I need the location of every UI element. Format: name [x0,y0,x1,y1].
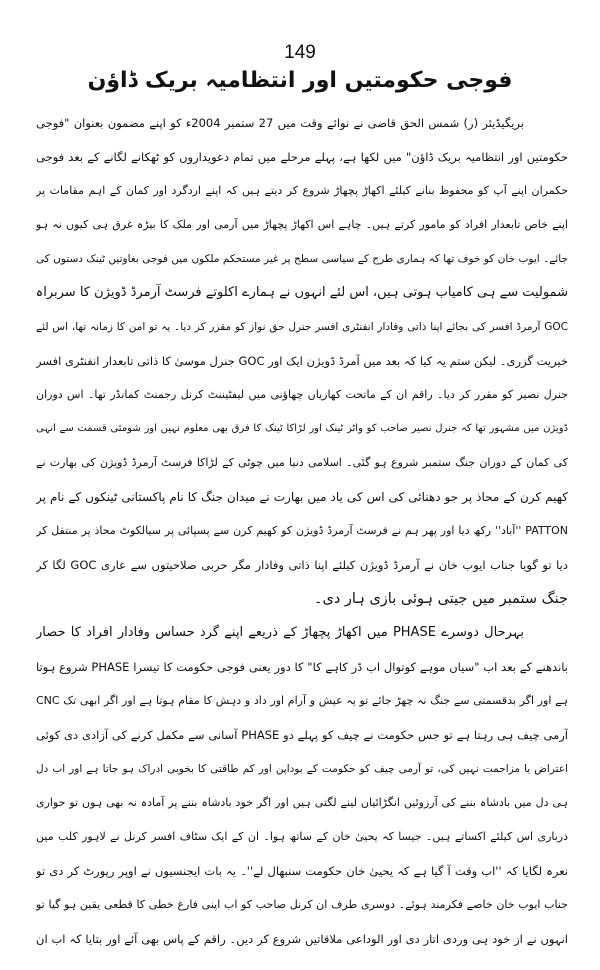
text-line: دیا تو گویا جناب ایوب خان نے آرمرڈ ڈویژن کیلئے اپنا ذاتی وفادار مگر حربی صلاحیتوں سے عاری GOC لگا کر [36,558,568,572]
text-line: جنرل نصیر کو مقرر کر دیا۔ راقم ان کے ماتحت کھاریاں چھاؤنی میں لیفٹیننٹ کرنل رجمنٹ کمانڈر تھا۔ اس دوران [36,388,568,401]
text-line: PATTON ''آباد'' رکھ دیا اور پھر ہم نے فرسٹ آرمرڈ ڈویژن کو کھیم کرن سے پسپائی پر سیالکوٹ محاذ پر منتقل کر [36,524,568,537]
text-line: جائے۔ ایوب خان کو خوف تھا کہ ہماری طرح کے سیاسی سطح پر غیر مستحکم ملکوں میں فوجی بغاوتیں ٹینک دستوں کی [36,253,568,265]
page-number: 149 [284,42,316,63]
text-line: شمولیت سے ہی کامیاب ہوتی ہیں، اس لئے انہوں نے ہمارے اکلوتے فرسٹ آرمرڈ ڈویژن کا سربراہ [36,285,568,300]
text-line: GOC آرمرڈ افسر کی بجائے اپنا ذاتی وفادار انفنٹری افسر جنرل حق نواز کو مقرر کر دیا۔ یہ تو امن کا زمانہ تھا، اس لئے [36,321,568,333]
text-line: حکومتیں اور انتظامیہ بریک ڈاؤن" میں لکھا ہے، پہلے مرحلے میں تمام دعویداروں کو ٹھکانے لگانے کے بعد فوجی [36,150,568,164]
text-line: بریگیڈیئر (ر) شمس الحق قاضی نے نوائے وقت میں 27 ستمبر 2004ء کو اپنے مضمون بعنوان "فوجی [36,116,524,130]
text-line: حکمران اپنے آپ کو محفوظ بنانے کیلئے اکھاڑ پچھاڑ شروع کر دیتے ہیں کہ اپنے اردگرد اور کمان کے اہم مقامات پر [36,184,568,197]
text-line: باندھنے کے بعد اب "سیاں موہے کوتوال اب ڈر کاہے کا" کا دور یعنی فوجی حکومت کا تیسرا PHASE شروع ہوتا [36,660,568,674]
text-line: کی کمان کے دوران جنگ ستمبر شروع ہو گئی۔ اسلامی دنیا میں چوٹی کے لڑاکا فرسٹ آرمرڈ ڈویژن کی بھارت نے [36,456,568,469]
text-line: آرمی چیف ہی رہتا ہے تو جس حکومت نے چیف کو پہلے دو PHASE آسانی سے مکمل کرنے کی آزادی دی کوئی [36,728,568,742]
text-line: کھیم کرن کے محاذ پر جو دھنائی کی اس کی یاد میں بھارت نے میدان جنگ کا نام پاکستانی ٹینکوں کے نام پر [36,490,568,504]
text-line: جنگ ستمبر میں جیتی ہوئی بازی ہار دی۔ [314,591,568,607]
text-line: ڈویژن میں مشہور تھا کہ جنرل نصیر صاحب کو واٹر ٹینک اور لڑاکا ٹینک کا فرق بھی معلوم نہیں اور شومئی قسمت سے انہی [36,423,568,434]
text-line: ہے اور اگر بدقسمتی سے جنگ نہ چھڑ جائے تو یہ عیش و آرام اور داد و دہش کا مقام ہوتا ہے اور اگر ابھی تک CNC [36,694,568,707]
text-line: انہوں نے از خود ہی وردی اتار دی اور الوداعی ملاقاتیں شروع کر دیں۔ راقم کے پاس بھی آئے اور بتایا کہ اب ان [36,932,568,946]
text-line: اپنے خاص تابعدار افراد کو مامور کرتے ہیں۔ چاہے اس اکھاڑ پچھاڑ میں آرمی اور ملک کا بیڑہ غرق ہی کیوں نہ ہو [36,218,568,231]
chapter-title: فوجی حکومتیں اور انتظامیہ بریک ڈاؤن [87,68,513,93]
text-line: خیریت گزری۔ لیکن ستم یہ کیا کہ بعد میں آمرڈ ڈویژن ایک اور GOC جنرل موسیٰ کا ذاتی تابعدار انفنٹری افسر [36,354,568,368]
text-line: جناب ایوب خان خاصے فکرمند ہوئے۔ دوسری طرف ان کرنل صاحب کو اب اپنی فارغ خطی کا قطعی یقین ہو گیا تو [36,898,568,911]
text-line: نعرہ لگایا کہ ''اب وقت آ گیا ہے کہ یحییٰ خان حکومت سنبھال لے''۔ یہ بات ایجنسیوں نے اوپر رپورٹ کر دی تو [36,864,568,878]
text-line: درباری اس کیلئے اکساتے ہیں۔ جیسا کہ یحییٰ خان کے ساتھ ہوا۔ ان کے ایک سٹاف افسر کرنل نے لاہور کلب میں [36,830,568,843]
text-line: بہرحال دوسرے PHASE میں اکھاڑ پچھاڑ کے ذریعے اپنے گرد حساس وفادار افراد کا حصار [36,625,525,640]
body-text [36,106,568,956]
text-line: اعتراض یا مزاحمت نہیں کی، تو آرمی چیف کو حکومت کے بوداپن اور کم طاقتی کا بخوبی ادراک ہو جاتا ہے اور اب دل [36,763,568,775]
text-line: ہی دل میں بادشاہ بننے کی آرزوئیں انگڑائیاں لینے لگتی ہیں اور اگر خود بادشاہ بننے پر آمادہ نہ بھی ہوں تو حواری [36,796,568,809]
